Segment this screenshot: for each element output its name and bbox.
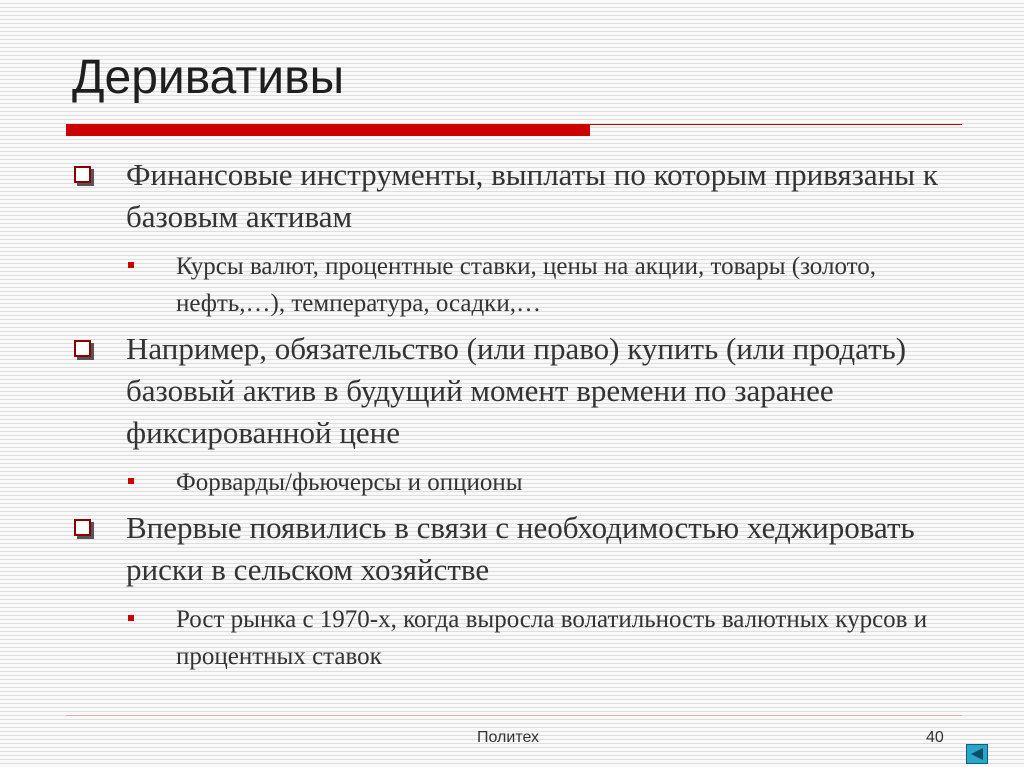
bullet-item (72, 507, 982, 591)
bullet-text: Впервые появились в связи с необходимостью хеджировать риски в сельском хозяйстве (126, 510, 915, 587)
bullet-item (72, 154, 982, 238)
slide-title: Деривативы (72, 51, 345, 104)
title-underline-thin (590, 124, 962, 125)
red-square-bullet-icon (128, 478, 134, 484)
footer-divider (66, 715, 962, 716)
hollow-square-bullet-icon (74, 166, 91, 183)
slide-content (72, 150, 982, 681)
sub-bullet-item (72, 601, 982, 675)
bullet-text: Например, обязательство (или право) купить (или продать) базовый актив в будущий момент времени по заранее фиксированной цене (126, 331, 907, 450)
sub-bullet-text: Форварды/фьючерсы и опционы (176, 469, 523, 496)
bullet-text: Финансовые инструменты, выплаты по которым привязаны к базовым активам (126, 157, 938, 234)
sub-bullet-text: Рост рынка с 1970-х, когда выросла волатильность валютных курсов и процентных ставок (176, 606, 928, 670)
hollow-square-bullet-icon (74, 519, 91, 536)
sub-bullet-item (72, 464, 982, 501)
previous-slide-button[interactable] (966, 744, 988, 764)
red-square-bullet-icon (128, 615, 134, 621)
footer-center-text: Политех (477, 729, 540, 746)
red-square-bullet-icon (128, 262, 134, 268)
hollow-square-bullet-icon (74, 340, 91, 357)
bullet-item (72, 328, 982, 454)
sub-bullet-text: Курсы валют, процентные ставки, цены на акции, товары (золото, нефть,…), температура, осадки,… (176, 253, 876, 317)
sub-bullet-item (72, 248, 982, 322)
page-number: 40 (926, 729, 944, 746)
previous-slide-arrow-icon (967, 745, 987, 763)
title-underline-thick (66, 124, 590, 136)
